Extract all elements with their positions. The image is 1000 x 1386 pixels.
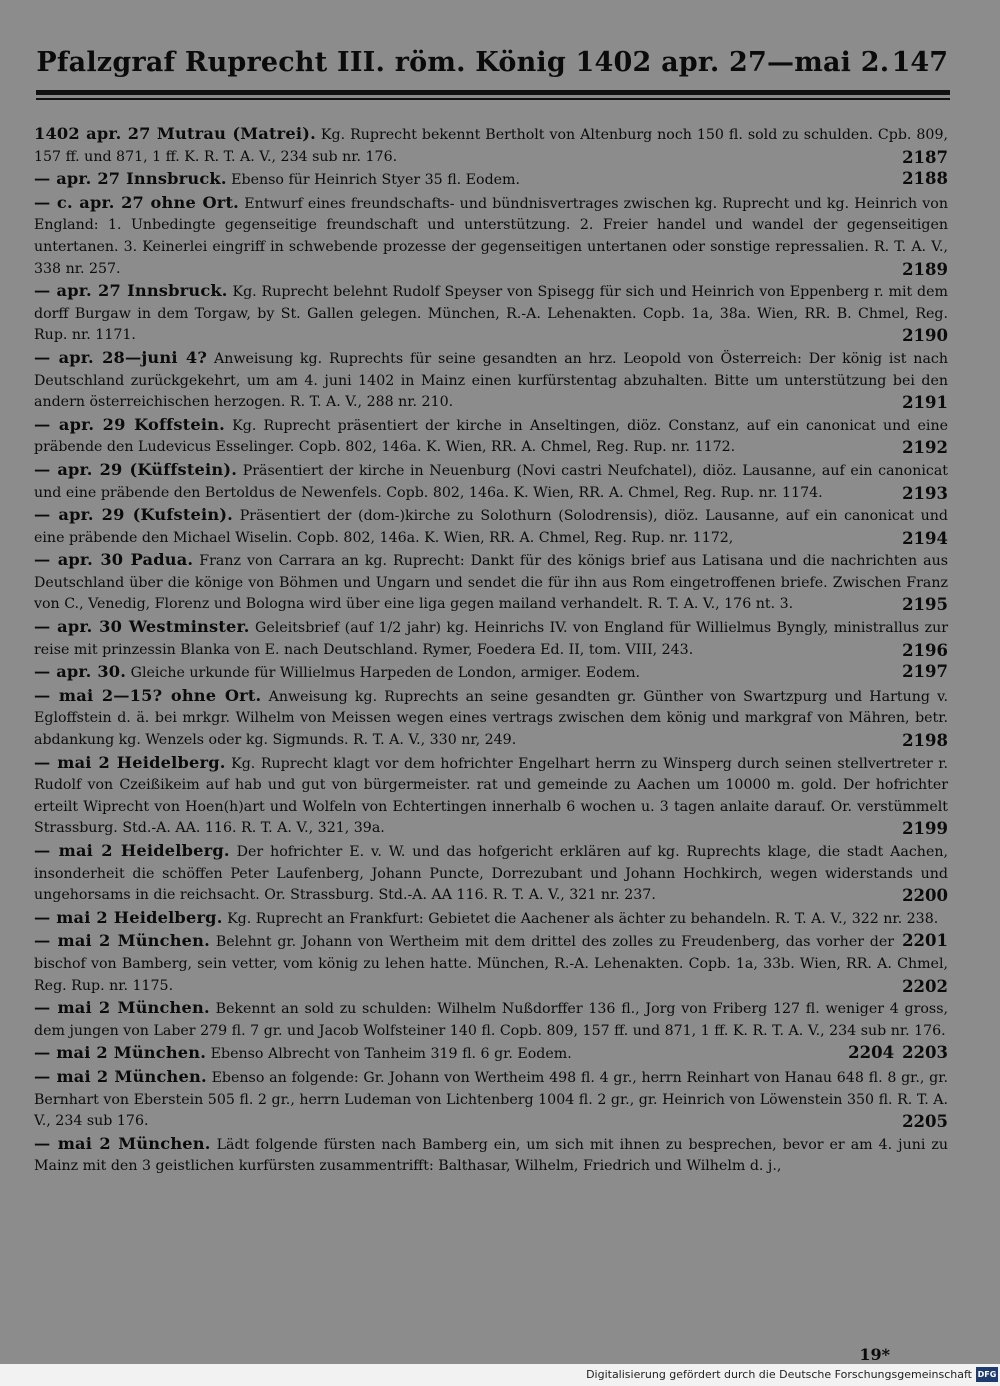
- regest-entry: [34, 1133, 948, 1178]
- regest-entry: [34, 661, 948, 685]
- entry-text: Gleiche urkunde für Willielmus Harpeden de London, armiger. Eodem.: [130, 665, 641, 682]
- entry-date-place: — apr. 29 (Küffstein).: [34, 459, 238, 479]
- regest-entry: [34, 347, 948, 414]
- entry-number: 2205: [902, 1112, 948, 1132]
- entry-date-place: — mai 2 Heidelberg.: [34, 907, 223, 927]
- entry-number: 2194: [902, 528, 948, 548]
- entry-text: Kg. Ruprecht bekennt Bertholt von Altenburg noch 150 fl. sold zu schulden. Cpb. 809, 157 ff. und 871, 1 ff. K. R. T. A. V., 234 sub nr. 176.: [34, 127, 948, 165]
- entry-number: 2200: [902, 886, 948, 906]
- entry-number: 2190: [902, 326, 948, 346]
- entry-text: Ebenso für Heinrich Styer 35 fl. Eodem.: [231, 172, 521, 189]
- entry-date-place: — apr. 30 Padua.: [34, 550, 194, 570]
- regest-entry: [34, 1042, 948, 1066]
- entry-number: 2199: [902, 819, 948, 839]
- entry-text: Präsentiert der kirche in Neuenburg (Novi castri Neufchatel), diöz. Lausanne, auf ein canonicat und eine präbende den Bertoldus de Newenfels. Copb. 802, 146a. K. Wien, RR. A. Chmel, Reg. Rup. nr. 1174.: [34, 462, 948, 501]
- entry-number: 2198: [902, 731, 948, 751]
- entry-date-place: — mai 2 Heidelberg.: [34, 752, 226, 772]
- entry-text: Bekennt an sold zu schulden: Wilhelm Nußdorffer 136 fl., Jorg von Friberg 127 fl. weniger 4 gross, dem jungen von Laber 279 fl. 7 gr. und Jacob Wolfsteiner 140 fl. Copb. 809, 157 ff. und 871, 1 ff. K. R. T. A. V., 234 sub nr. 176.: [34, 1001, 949, 1039]
- entry-text: Kg. Ruprecht präsentiert der kirche in Anseltingen, diöz. Constanz, auf ein canonicat und eine präbende den Ludevicus Esselinger. Copb. 802, 146a. K. Wien, RR. A. Chmel, Reg. Rup. nr. 1172.: [34, 417, 949, 456]
- regest-entry: [34, 549, 948, 616]
- entry-number: 2203: [902, 1043, 948, 1063]
- entry-text: Lädt folgende fürsten nach Bamberg ein, um sich mit ihnen zu besprechen, bevor er am 4. juni zu Mainz mit den 3 geistlichen kurfürsten zusammentrifft: Balthasar, Wilhelm, Friedrich und Wilhelm d. j.,: [34, 1136, 948, 1175]
- entry-date-place: — apr. 30.: [34, 662, 127, 682]
- regest-entry: [34, 930, 948, 997]
- entry-date-place: — mai 2 München.: [34, 1133, 211, 1153]
- entry-text: Kg. Ruprecht belehnt Rudolf Speyser von Spisegg für sich und Heinrich von Eppenberg r. mit dem dorff Burgaw in dem Torgaw, by St. Gallen gelegen. München, R.-A. Lehenakten. Copb. 1a, 38a. Wien, RR. B. Chmel, Reg. Rup. nr. 1171.: [34, 284, 948, 344]
- regest-entry: [34, 1066, 948, 1133]
- entry-number: 2197: [902, 662, 948, 682]
- entry-text: Kg. Ruprecht an Frankfurt: Gebietet die Aachener als ächter zu behandeln. R. T. A. V., 322 nr. 238.: [227, 910, 939, 927]
- entry-text: Der hofrichter E. v. W. und das hofgericht erklären auf kg. Ruprechts klage, die stadt Aachen, insonderheit die schöffen Peter Laufenberg, Johann Puncte, Dorrezubant und Johann Hochkirch, wegen widerstands und ungehorsams in die reichsacht. Or. Strassburg. Std.-A. AA 116. R. T. A. V., 321 nr. 237.: [34, 844, 948, 904]
- entry-date-place: — c. apr. 27 ohne Ort.: [34, 192, 240, 212]
- entry-date-place: — mai 2 München.: [34, 1066, 207, 1086]
- regest-entry: [34, 504, 948, 549]
- entry-date-place: — apr. 29 (Kufstein).: [34, 505, 234, 525]
- entry-text: Franz von Carrara an kg. Ruprecht: Dankt für des königs brief aus Latisana und die nachrichten aus Deutschland über die könige von Böhmen und Ungarn und sendet die für ihn aus Rom eingetroffenen briefe. Zwischen Franz von C., Venedig, Florenz und Bologna wird über eine liga gegen mailand verhandelt. R. T. A. V., 176 nt. 3.: [34, 553, 949, 613]
- entry-text: Präsentiert der (dom-)kirche zu Solothurn (Solodrensis), diöz. Lausanne, auf ein canonicat und eine präbende den Michael Wiselin. Copb. 802, 146a. K. Wien, RR. A. Chmel, Reg. Rup. nr. 1172,: [34, 508, 948, 546]
- entry-text: Anweisung kg. Ruprechts für seine gesandten an hrz. Leopold von Österreich: Der könig ist nach Deutschland zurückgekehrt, um am 4. juni 1402 in Mainz einen kurfürstentag abzuhalten. Bitte um unterstützung bei den andern österreichischen herzogen. R. T. A. V., 288 nr. 210.: [34, 350, 948, 411]
- entry-date-place: — mai 2 München.: [34, 931, 210, 951]
- regest-entries: [34, 123, 948, 1178]
- entry-date-place: 1402 apr. 27 Mutrau (Matrei).: [34, 124, 316, 143]
- entry-number: 2195: [902, 595, 948, 615]
- regest-entry: [34, 752, 948, 840]
- regest-entry: [34, 414, 948, 459]
- running-header: [34, 38, 948, 78]
- dfg-credit-text: Digitalisierung gefördert durch die Deutsche Forschungsgemeinschaft: [586, 1368, 972, 1381]
- regest-entry: [34, 459, 948, 504]
- entry-date-place: — mai 2 München.: [34, 1043, 207, 1063]
- regest-entry: [34, 840, 948, 907]
- entry-date-place: — apr. 28—juni 4?: [34, 347, 208, 367]
- entry-date-place: — apr. 27 Innsbruck.: [34, 281, 228, 301]
- header-page-number: 147: [891, 47, 948, 78]
- entry-number: 2188: [902, 169, 948, 189]
- entry-date-place: — mai 2 München.: [34, 998, 210, 1018]
- header-title: Pfalzgraf Ruprecht III. röm. König 1402 apr. 27—mai 2.: [36, 47, 890, 78]
- entry-text: Ebenso Albrecht von Tanheim 319 fl. 6 gr. Eodem.: [210, 1046, 572, 1063]
- entry-number: 2192: [902, 438, 948, 458]
- entry-number: 2189: [902, 259, 948, 279]
- entry-number: 2202: [902, 976, 948, 996]
- dfg-logo-icon: DFG: [976, 1367, 998, 1382]
- entry-number: 2193: [902, 483, 948, 503]
- entry-text: Entwurf eines freundschafts- und bündnisvertrages zwischen kg. Ruprecht und kg. Heinrich von England: 1. Unbedingte gegenseitige freundschaft und unterstützung. 2. Freier handel und wandel der gegenseitigen untertanen. 3. Keinerlei eingriff in schwebende prozesse der gegenseitigen untertanen oder sonstige repressalien. R. T. A. V., 338 nr. 257.: [34, 195, 948, 277]
- regest-entry: [34, 685, 948, 752]
- regest-entry: [34, 168, 948, 192]
- entry-number: 2196: [902, 640, 948, 660]
- entry-text: Ebenso an folgende: Gr. Johann von Wertheim 498 fl. 4 gr., herrn Reinhart von Hanau 648 fl. 8 gr., gr. Bernhart von Eberstein 505 fl. 2 gr., herrn Ludeman von Lichtenberg 1004 fl. 2 gr., gr. Heinrich von Löwenstein 350 fl. R. T. A. V., 234 sub 176.: [34, 1069, 948, 1130]
- entry-number: 2201: [902, 931, 948, 951]
- entry-text: Geleitsbrief (auf 1/2 jahr) kg. Heinrichs IV. von England für Willielmus Byngly, ministrallus zur reise mit prinzessin Blanka von E. nach Deutschland. Rymer, Foedera Ed. II, tom. VIII, 243.: [34, 620, 948, 658]
- entry-date-place: — mai 2 Heidelberg.: [34, 841, 230, 860]
- regest-entry: [34, 616, 948, 661]
- header-rule-thick: [36, 90, 950, 95]
- dfg-footer-bar: [0, 1364, 1000, 1386]
- header-rule-thin: [36, 98, 950, 100]
- entry-number: 2204: [848, 1043, 895, 1063]
- entry-text: Anweisung kg. Ruprechts an seine gesandten gr. Günther von Swartzpurg und Hartung v. Egloffstein d. ä. bei mrkgr. Wilhelm von Meissen wegen eines vertrags zwischen dem könig und markgraf von Mähren, betr. abdankung kg. Wenzels oder kg. Sigmunds. R. T. A. V., 330 nr, 249.: [34, 688, 948, 749]
- entry-text: Belehnt gr. Johann von Wertheim mit dem drittel des zolles zu Freudenberg, das vorher der bischof von Bamberg, sein vetter, vom könig zu lehen hatte. München, R.-A. Lehenakten. Copb. 1a, 33b. Wien, RR. A. Chmel, Reg. Rup. nr. 1175.: [34, 934, 948, 994]
- entry-date-place: — apr. 27 Innsbruck.: [34, 169, 227, 189]
- regest-entry: [34, 123, 948, 168]
- regest-entry: [34, 192, 948, 280]
- signature-mark: 19*: [859, 1345, 890, 1364]
- entry-text: Kg. Ruprecht klagt vor dem hofrichter Engelhart herrn zu Winsperg durch seinen stellvertreter r. Rudolf von Czeißikeim auf hab und gut von bürgermeister. rat und gemeinde zu Aachen um 10000 m. gold. Der hofrichter erteilt Wiprecht von Hoen(h)art und Wolfeln von Echtertingen innerhalb 6 wochen u. 3 tagen anlaite darauf. Or. verstümmelt Strassburg. Std.-A. AA. 116. R. T. A. V., 321, 39a.: [34, 755, 948, 837]
- entry-date-place: — mai 2—15? ohne Ort.: [34, 685, 262, 705]
- regest-entry: [34, 280, 948, 347]
- entry-number: 2191: [902, 393, 948, 413]
- entry-date-place: — apr. 30 Westminster.: [34, 617, 250, 637]
- entry-number: 2187: [902, 147, 948, 167]
- entry-date-place: — apr. 29 Koffstein.: [34, 414, 225, 434]
